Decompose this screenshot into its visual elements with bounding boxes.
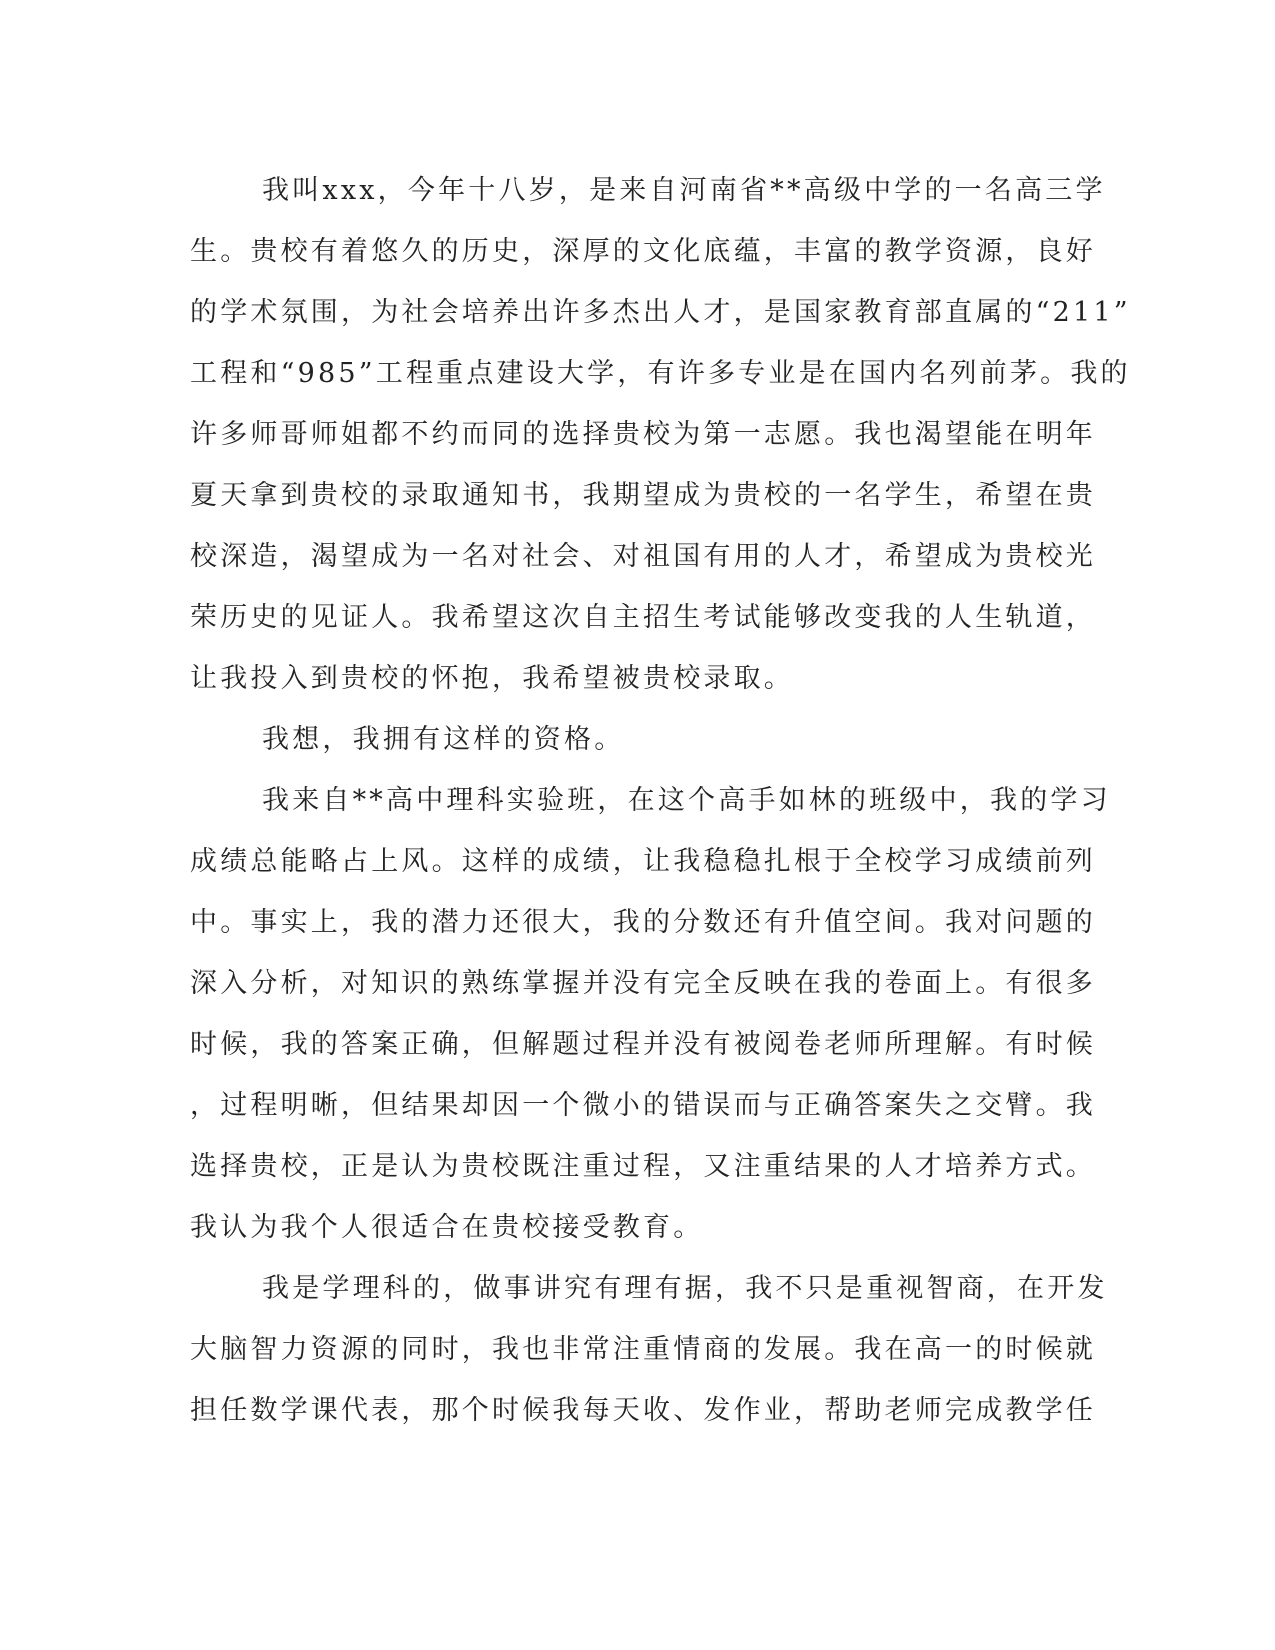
text-line: 生。贵校有着悠久的历史，深厚的文化底蕴，丰富的教学资源，良好 xyxy=(190,236,1096,267)
text-line: 工程和“985”工程重点建设大学，有许多专业是在国内名列前茅。我的 xyxy=(190,358,1131,389)
text-line: 我叫xxx，今年十八岁，是来自河南省**高级中学的一名高三学 xyxy=(262,175,1106,206)
text-line: 我是学理科的，做事讲究有理有据，我不只是重视智商，在开发 xyxy=(262,1273,1108,1304)
text-line: 担任数学课代表，那个时候我每天收、发作业，帮助老师完成教学任 xyxy=(190,1395,1096,1426)
text-line: 夏天拿到贵校的录取通知书，我期望成为贵校的一名学生，希望在贵 xyxy=(190,480,1096,511)
text-line: 中。事实上，我的潜力还很大，我的分数还有升值空间。我对问题的 xyxy=(190,907,1096,938)
text-line: 荣历史的见证人。我希望这次自主招生考试能够改变我的人生轨道， xyxy=(190,602,1096,633)
text-line: 我来自**高中理科实验班，在这个高手如林的班级中，我的学习 xyxy=(262,785,1111,816)
text-line: 校深造，渴望成为一名对社会、对祖国有用的人才，希望成为贵校光 xyxy=(190,541,1096,572)
text-line: 深入分析，对知识的熟练掌握并没有完全反映在我的卷面上。有很多 xyxy=(190,968,1096,999)
body-text xyxy=(190,160,1131,1441)
text-line: ，过程明晰，但结果却因一个微小的错误而与正确答案失之交臂。我 xyxy=(190,1090,1096,1121)
text-line: 让我投入到贵校的怀抱，我希望被贵校录取。 xyxy=(190,663,794,694)
text-line: 我认为我个人很适合在贵校接受教育。 xyxy=(190,1212,704,1243)
text-line: 时候，我的答案正确，但解题过程并没有被阅卷老师所理解。有时候 xyxy=(190,1029,1096,1060)
text-line: 选择贵校，正是认为贵校既注重过程，又注重结果的人才培养方式。 xyxy=(190,1151,1096,1182)
text-line: 大脑智力资源的同时，我也非常注重情商的发展。我在高一的时候就 xyxy=(190,1334,1096,1365)
text-line: 许多师哥师姐都不约而同的选择贵校为第一志愿。我也渴望能在明年 xyxy=(190,419,1096,450)
text-line: 我想，我拥有这样的资格。 xyxy=(262,724,625,755)
text-line: 的学术氛围，为社会培养出许多杰出人才，是国家教育部直属的“211” xyxy=(190,297,1131,328)
text-line: 成绩总能略占上风。这样的成绩，让我稳稳扎根于全校学习成绩前列 xyxy=(190,846,1096,877)
